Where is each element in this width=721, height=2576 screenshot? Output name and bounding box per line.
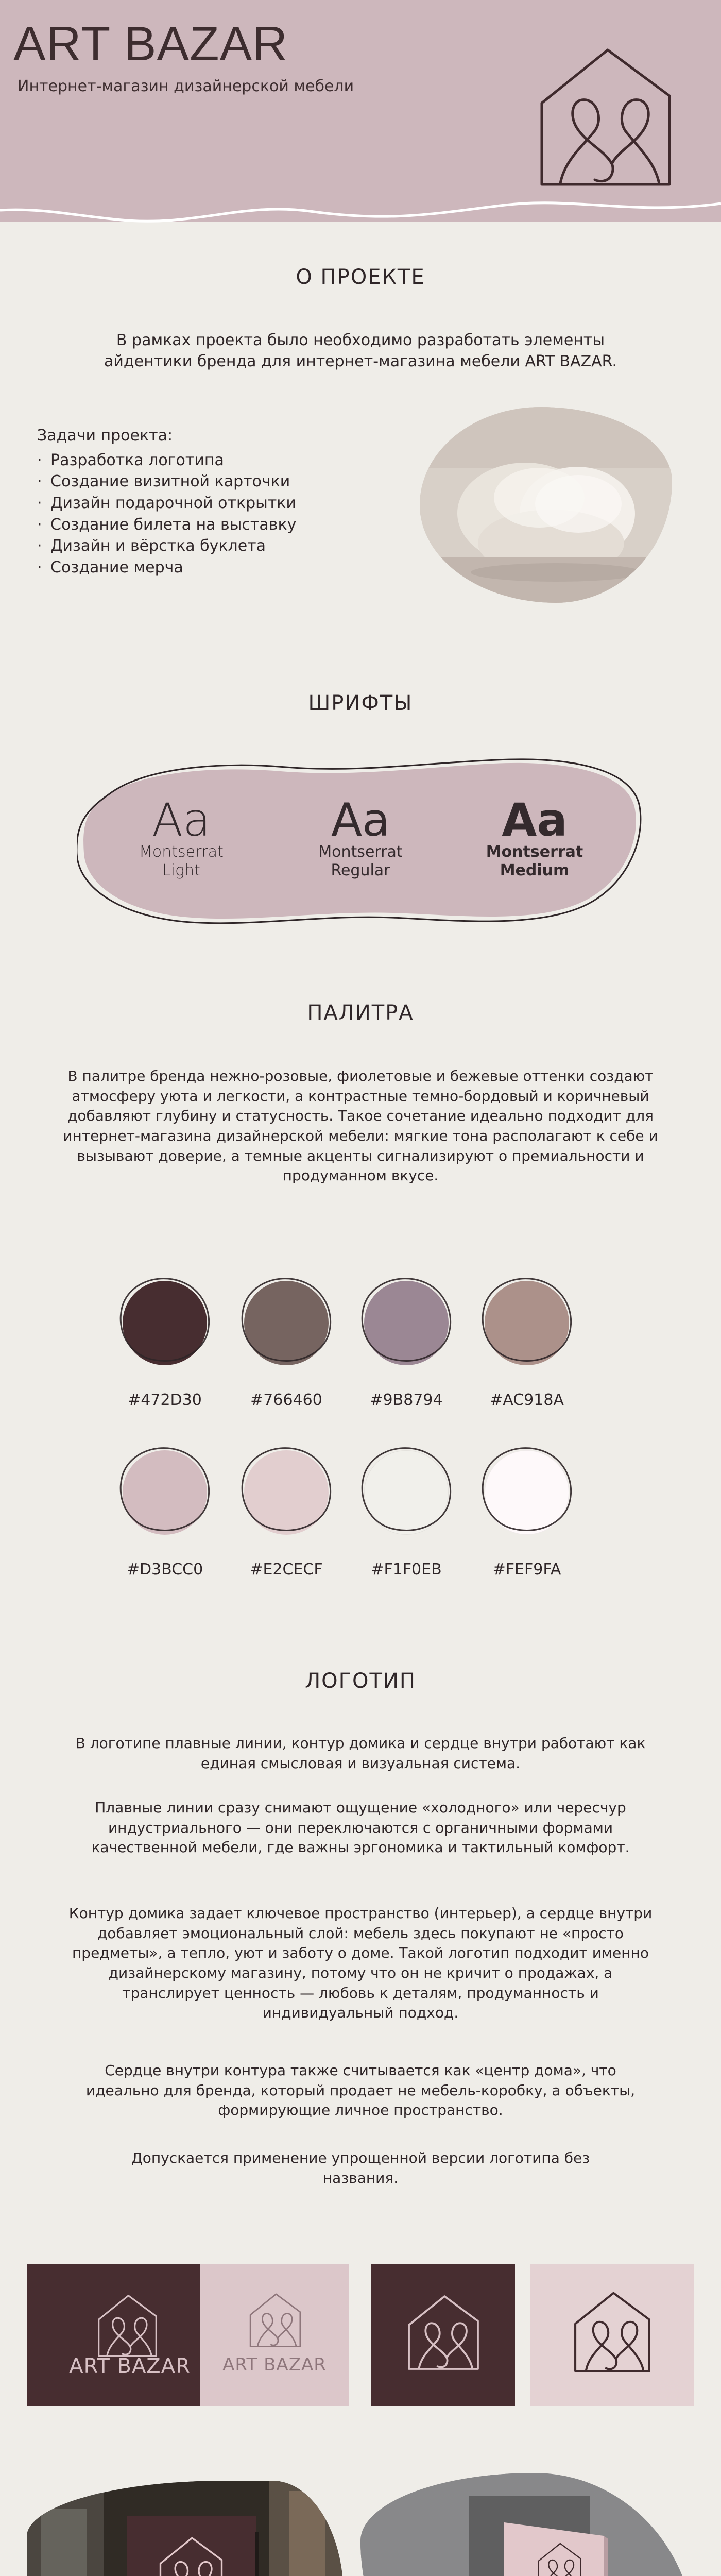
font-glyph: Aa xyxy=(502,793,568,846)
swatch-label: #FEF9FA xyxy=(492,1561,561,1579)
font-glyph: Aa xyxy=(151,793,211,846)
section-title-palette: ПАЛИТРА xyxy=(307,1001,414,1025)
font-name-line2: Medium xyxy=(500,861,570,879)
signboard-mockup-left xyxy=(27,2481,344,2576)
swatch-outline xyxy=(352,1268,460,1372)
swatch-label: #AC918A xyxy=(490,1391,564,1409)
tasks-title: Задачи проекта: xyxy=(37,427,173,445)
logo-tile-dark-icon xyxy=(371,2264,515,2406)
font-name-line1: Montserrat xyxy=(318,843,403,861)
font-name-line1: Montserrat xyxy=(139,843,224,861)
task-item: · Создание мерча xyxy=(50,557,387,579)
task-item: · Создание билета на выставку xyxy=(50,514,387,536)
signboard-mockup-right xyxy=(360,2473,695,2576)
task-item: · Дизайн подарочной открытки xyxy=(50,493,387,514)
tile-brand-text: ART BAZAR xyxy=(69,2354,191,2378)
logo-paragraph-5: Допускается применение упрощенной версии логотипа без названия. xyxy=(131,2149,590,2187)
palette-text: В палитре бренда нежно-розовые, фиолетовые и бежевые оттенки создают атмосферу уюта и легкости, а контрастные темно-бордовый и коричневый добавляют глубину и статусность. Такое сочетание идеально подходит для интернет-магазина дизайнерской мебели: мягкие тона располагают к себе и вызывают доверие, а темные акценты сигнализируют о премиальности и продуманном вкусе. xyxy=(63,1067,658,1184)
task-item: · Дизайн и вёрстка буклета xyxy=(50,535,387,557)
logo-paragraph-3: Контур домика задает ключевое пространство (интерьер), а сердце внутри добавляет эмоциональный слой: мебель здесь покупают не «просто предметы», а тепло, уют и заботу о доме. Такой логотип подходит именно дизайнерскому магазину, потому что он не кричит о продажах, а транслирует ценность — любовь к деталям, продуманность и индивидуальный подход. xyxy=(68,1905,653,2022)
task-item: · Разработка логотипа xyxy=(50,450,387,471)
swatch-outline xyxy=(111,1268,219,1372)
header xyxy=(0,0,721,222)
swatch-label: #472D30 xyxy=(128,1391,202,1409)
logo-paragraph-1: В логотипе плавные линии, контур домика и сердце внутри работают как единая смысловая и визуальная система. xyxy=(75,1735,646,1772)
tasks-list xyxy=(37,450,387,579)
font-name-line2: Light xyxy=(162,861,200,879)
tile-brand-text: ART BAZAR xyxy=(222,2354,327,2375)
swatch-label: #E2CECF xyxy=(250,1561,323,1579)
chair-image xyxy=(420,407,672,603)
tasks-block xyxy=(37,425,387,579)
logo-paragraph-4: Сердце внутри контура также считывается как «центр дома», что идеально для бренда, который продает не мебель-коробку, а объекты, формирующие личное пространство. xyxy=(85,2062,636,2119)
swatch-outline xyxy=(111,1437,219,1541)
section-title-fonts: ШРИФТЫ xyxy=(308,691,413,715)
font-glyph: Aa xyxy=(331,793,390,846)
font-name-line2: Regular xyxy=(331,861,390,879)
swatch-outline xyxy=(473,1437,581,1541)
font-sample-medium xyxy=(473,793,596,880)
swatch-label: #766460 xyxy=(250,1391,322,1409)
font-sample-light xyxy=(119,793,243,880)
swatch-outline xyxy=(232,1268,340,1372)
swatch-label: #F1F0EB xyxy=(371,1561,442,1579)
swatch-label: #D3BCC0 xyxy=(126,1561,203,1579)
swatch-outline xyxy=(232,1437,340,1541)
font-sample-regular xyxy=(299,793,422,880)
brand-title: ART BAZAR xyxy=(13,16,288,71)
font-name-line1: Montserrat xyxy=(486,843,583,861)
swatch-outline xyxy=(352,1437,460,1541)
swatch-outline xyxy=(473,1268,581,1372)
house-heart-icon xyxy=(528,42,683,194)
swatch-label: #9B8794 xyxy=(370,1391,443,1409)
logo-tile-light-icon xyxy=(530,2264,694,2406)
section-title-about: О ПРОЕКТЕ xyxy=(296,265,425,289)
logo-paragraph-2: Плавные линии сразу снимают ощущение «холодного» или чересчур индустриального — они переключаются с органичными формами качественной мебели, где важны эргономика и тактильный комфорт. xyxy=(91,1799,630,1856)
task-item: · Создание визитной карточки xyxy=(50,471,387,493)
brand-subtitle: Интернет-магазин дизайнерской мебели xyxy=(18,77,354,95)
logo-tile-light-full xyxy=(200,2264,349,2406)
about-text: В рамках проекта было необходимо разработать элементы айдентики бренда для интернет-магазина мебели ART BAZAR. xyxy=(104,331,617,371)
section-title-logo: ЛОГОТИП xyxy=(305,1669,416,1693)
